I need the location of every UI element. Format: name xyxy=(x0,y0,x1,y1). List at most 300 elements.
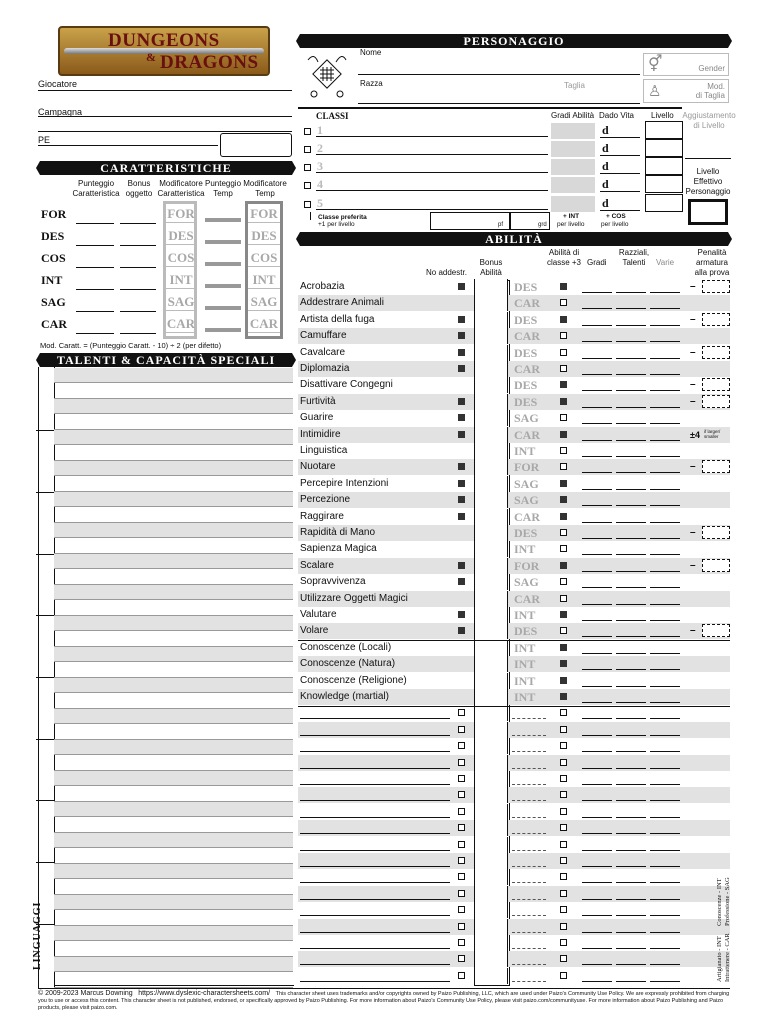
skill-row[interactable] xyxy=(298,787,730,803)
stat-temp-field[interactable] xyxy=(205,306,241,310)
skill-row[interactable] xyxy=(298,771,730,787)
talent-row[interactable] xyxy=(54,399,293,414)
custom-skill-name[interactable] xyxy=(300,833,450,834)
gender-box[interactable] xyxy=(643,53,729,76)
class-dado-field[interactable] xyxy=(600,137,640,138)
skill-varie-field[interactable] xyxy=(650,554,680,555)
skill-varie-field[interactable] xyxy=(650,390,680,391)
skill-bonus-field[interactable] xyxy=(474,279,508,295)
skill-razziali-field[interactable] xyxy=(616,768,646,769)
skill-varie-field[interactable] xyxy=(650,440,680,441)
skill-bonus-field[interactable] xyxy=(474,427,508,443)
skill-bonus-field[interactable] xyxy=(474,951,508,967)
skill-varie-field[interactable] xyxy=(650,751,680,752)
skill-varie-field[interactable] xyxy=(650,456,680,457)
untrained-checkbox[interactable] xyxy=(458,873,465,880)
skill-razziali-field[interactable] xyxy=(616,407,646,408)
skill-row[interactable] xyxy=(298,443,730,459)
class-skill-checkbox[interactable] xyxy=(560,529,567,536)
stat-bonus-field[interactable] xyxy=(120,245,156,246)
skill-razziali-field[interactable] xyxy=(616,587,646,588)
class-name-field[interactable] xyxy=(316,154,548,155)
skill-bonus-field[interactable] xyxy=(474,820,508,836)
skill-bonus-field[interactable] xyxy=(474,607,508,623)
skill-ability-field[interactable] xyxy=(512,751,546,752)
class-skill-checkbox[interactable] xyxy=(560,890,567,897)
skill-razziali-field[interactable] xyxy=(616,866,646,867)
untrained-checkbox[interactable] xyxy=(458,906,465,913)
stat-score-field[interactable] xyxy=(76,333,114,334)
class-dado-field[interactable] xyxy=(600,155,640,156)
skill-razziali-field[interactable] xyxy=(616,423,646,424)
skill-gradi-field[interactable] xyxy=(582,456,612,457)
skill-gradi-field[interactable] xyxy=(582,587,612,588)
skill-bonus-field[interactable] xyxy=(474,623,508,639)
class-dado-field[interactable] xyxy=(600,173,640,174)
talent-row[interactable] xyxy=(54,833,293,848)
skill-razziali-field[interactable] xyxy=(616,554,646,555)
skill-razziali-field[interactable] xyxy=(616,915,646,916)
skill-ability-field[interactable] xyxy=(512,817,546,818)
class-skill-checkbox[interactable] xyxy=(560,923,567,930)
skill-ability-field[interactable] xyxy=(512,850,546,851)
skill-gradi-field[interactable] xyxy=(582,948,612,949)
skill-gradi-field[interactable] xyxy=(582,915,612,916)
skill-gradi-field[interactable] xyxy=(582,882,612,883)
stat-score-field[interactable] xyxy=(76,245,114,246)
skill-gradi-field[interactable] xyxy=(582,308,612,309)
talent-row[interactable] xyxy=(54,647,293,662)
class-checkbox[interactable] xyxy=(304,128,311,135)
skill-ability-field[interactable] xyxy=(512,768,546,769)
skill-gradi-field[interactable] xyxy=(582,325,612,326)
talent-row[interactable] xyxy=(54,539,293,554)
stat-score-field[interactable] xyxy=(76,267,114,268)
untrained-checkbox[interactable] xyxy=(458,791,465,798)
skill-varie-field[interactable] xyxy=(650,620,680,621)
talent-row[interactable] xyxy=(54,601,293,616)
skill-gradi-field[interactable] xyxy=(582,374,612,375)
skill-gradi-field[interactable] xyxy=(582,554,612,555)
class-skill-checkbox[interactable] xyxy=(560,513,567,520)
class-skill-checkbox[interactable] xyxy=(560,972,567,979)
skill-gradi-field[interactable] xyxy=(582,571,612,572)
skill-gradi-field[interactable] xyxy=(582,850,612,851)
skill-gradi-field[interactable] xyxy=(582,833,612,834)
class-skill-checkbox[interactable] xyxy=(560,283,567,290)
skill-gradi-field[interactable] xyxy=(582,538,612,539)
talent-row[interactable] xyxy=(54,911,293,926)
mod-taglia-box[interactable] xyxy=(643,79,729,103)
talent-row[interactable] xyxy=(54,477,293,492)
stat-bonus-field[interactable] xyxy=(120,223,156,224)
talent-row[interactable] xyxy=(54,864,293,879)
class-livello-field[interactable] xyxy=(645,175,683,193)
untrained-checkbox[interactable] xyxy=(458,726,465,733)
skill-row[interactable] xyxy=(298,705,730,721)
talent-row[interactable] xyxy=(54,709,293,724)
skill-varie-field[interactable] xyxy=(650,669,680,670)
skill-row[interactable] xyxy=(298,919,730,935)
skill-bonus-field[interactable] xyxy=(474,525,508,541)
class-skill-checkbox[interactable] xyxy=(560,841,567,848)
talent-row[interactable] xyxy=(54,554,293,569)
class-checkbox[interactable] xyxy=(304,182,311,189)
skill-razziali-field[interactable] xyxy=(616,882,646,883)
skill-row[interactable] xyxy=(298,935,730,951)
skill-bonus-field[interactable] xyxy=(474,689,508,705)
skill-gradi-field[interactable] xyxy=(582,800,612,801)
talent-row[interactable] xyxy=(54,508,293,523)
talent-row[interactable] xyxy=(54,616,293,631)
skill-razziali-field[interactable] xyxy=(616,538,646,539)
skill-gradi-field[interactable] xyxy=(582,817,612,818)
skill-razziali-field[interactable] xyxy=(616,505,646,506)
skill-gradi-field[interactable] xyxy=(582,784,612,785)
untrained-checkbox[interactable] xyxy=(458,824,465,831)
skill-row[interactable] xyxy=(298,755,730,771)
skill-varie-field[interactable] xyxy=(650,817,680,818)
skill-ability-field[interactable] xyxy=(512,866,546,867)
skill-varie-field[interactable] xyxy=(650,423,680,424)
talent-row[interactable] xyxy=(54,523,293,538)
skill-bonus-field[interactable] xyxy=(474,738,508,754)
custom-skill-name[interactable] xyxy=(300,899,450,900)
class-livello-field[interactable] xyxy=(645,121,683,139)
skill-razziali-field[interactable] xyxy=(616,964,646,965)
skill-ability-field[interactable] xyxy=(512,915,546,916)
skill-row[interactable] xyxy=(298,886,730,902)
razza-field[interactable] xyxy=(358,103,640,104)
skill-gradi-field[interactable] xyxy=(582,751,612,752)
class-skill-checkbox[interactable] xyxy=(560,545,567,552)
custom-skill-name[interactable] xyxy=(300,915,450,916)
skill-ability-field[interactable] xyxy=(512,718,546,719)
skill-row[interactable] xyxy=(298,722,730,738)
penalty-box[interactable] xyxy=(702,395,730,408)
skill-varie-field[interactable] xyxy=(650,850,680,851)
skill-ability-field[interactable] xyxy=(512,800,546,801)
class-skill-checkbox[interactable] xyxy=(560,381,567,388)
skill-row[interactable] xyxy=(298,410,730,426)
skill-bonus-field[interactable] xyxy=(474,804,508,820)
class-gradi-field[interactable] xyxy=(551,141,595,157)
nome-field[interactable] xyxy=(358,74,640,75)
skill-varie-field[interactable] xyxy=(650,308,680,309)
skill-varie-field[interactable] xyxy=(650,768,680,769)
class-skill-checkbox[interactable] xyxy=(560,693,567,700)
skill-razziali-field[interactable] xyxy=(616,636,646,637)
penalty-box[interactable] xyxy=(702,624,730,637)
skill-gradi-field[interactable] xyxy=(582,341,612,342)
custom-skill-name[interactable] xyxy=(300,981,450,982)
skill-bonus-field[interactable] xyxy=(474,640,508,656)
class-skill-checkbox[interactable] xyxy=(560,677,567,684)
skill-bonus-field[interactable] xyxy=(474,574,508,590)
skill-razziali-field[interactable] xyxy=(616,489,646,490)
skill-varie-field[interactable] xyxy=(650,636,680,637)
skill-bonus-field[interactable] xyxy=(474,705,508,721)
skill-razziali-field[interactable] xyxy=(616,751,646,752)
class-skill-checkbox[interactable] xyxy=(560,660,567,667)
skill-razziali-field[interactable] xyxy=(616,358,646,359)
skill-gradi-field[interactable] xyxy=(582,964,612,965)
class-skill-checkbox[interactable] xyxy=(560,349,567,356)
skill-razziali-field[interactable] xyxy=(616,440,646,441)
talent-row[interactable] xyxy=(54,430,293,445)
skill-bonus-field[interactable] xyxy=(474,853,508,869)
skill-row[interactable] xyxy=(298,509,730,525)
skill-gradi-field[interactable] xyxy=(582,981,612,982)
class-skill-checkbox[interactable] xyxy=(560,709,567,716)
class-skill-checkbox[interactable] xyxy=(560,742,567,749)
penalty-box[interactable] xyxy=(702,280,730,293)
skill-bonus-field[interactable] xyxy=(474,558,508,574)
class-skill-checkbox[interactable] xyxy=(560,299,567,306)
custom-skill-name[interactable] xyxy=(300,964,450,965)
skill-gradi-field[interactable] xyxy=(582,866,612,867)
stat-temp-field[interactable] xyxy=(205,218,241,222)
class-skill-checkbox[interactable] xyxy=(560,496,567,503)
skill-varie-field[interactable] xyxy=(650,292,680,293)
class-skill-checkbox[interactable] xyxy=(560,578,567,585)
skill-ability-field[interactable] xyxy=(512,784,546,785)
skill-gradi-field[interactable] xyxy=(582,604,612,605)
class-skill-checkbox[interactable] xyxy=(560,939,567,946)
skill-row[interactable] xyxy=(298,394,730,410)
livello-eff-box[interactable] xyxy=(688,199,728,225)
skill-row[interactable] xyxy=(298,673,730,689)
talent-row[interactable] xyxy=(54,446,293,461)
stat-score-field[interactable] xyxy=(76,311,114,312)
skill-bonus-field[interactable] xyxy=(474,886,508,902)
skill-razziali-field[interactable] xyxy=(616,292,646,293)
talent-row[interactable] xyxy=(54,849,293,864)
footer-url[interactable]: https://www.dyslexic-charactersheets.com/ xyxy=(138,990,271,997)
skill-row[interactable] xyxy=(298,525,730,541)
skill-bonus-field[interactable] xyxy=(474,787,508,803)
skill-ability-field[interactable] xyxy=(512,981,546,982)
skill-varie-field[interactable] xyxy=(650,718,680,719)
untrained-checkbox[interactable] xyxy=(458,709,465,716)
skill-row[interactable] xyxy=(298,902,730,918)
skill-row[interactable] xyxy=(298,837,730,853)
custom-skill-name[interactable] xyxy=(300,866,450,867)
class-skill-checkbox[interactable] xyxy=(560,808,567,815)
talent-row[interactable] xyxy=(54,880,293,895)
class-checkbox[interactable] xyxy=(304,201,311,208)
skill-razziali-field[interactable] xyxy=(616,686,646,687)
skill-razziali-field[interactable] xyxy=(616,522,646,523)
skill-razziali-field[interactable] xyxy=(616,702,646,703)
skill-row[interactable] xyxy=(298,853,730,869)
skill-ability-field[interactable] xyxy=(512,833,546,834)
custom-skill-name[interactable] xyxy=(300,718,450,719)
custom-skill-name[interactable] xyxy=(300,932,450,933)
skill-gradi-field[interactable] xyxy=(582,686,612,687)
skill-varie-field[interactable] xyxy=(650,407,680,408)
untrained-checkbox[interactable] xyxy=(458,841,465,848)
class-checkbox[interactable] xyxy=(304,146,311,153)
skill-razziali-field[interactable] xyxy=(616,374,646,375)
skill-gradi-field[interactable] xyxy=(582,620,612,621)
skill-varie-field[interactable] xyxy=(650,948,680,949)
skill-row[interactable] xyxy=(298,820,730,836)
skill-varie-field[interactable] xyxy=(650,932,680,933)
class-name-field[interactable] xyxy=(316,136,548,137)
stat-bonus-field[interactable] xyxy=(120,267,156,268)
class-skill-checkbox[interactable] xyxy=(560,480,567,487)
skill-razziali-field[interactable] xyxy=(616,735,646,736)
penalty-box[interactable] xyxy=(702,559,730,572)
skill-razziali-field[interactable] xyxy=(616,604,646,605)
class-livello-field[interactable] xyxy=(645,194,683,212)
class-gradi-field[interactable] xyxy=(551,196,595,212)
skill-ability-field[interactable] xyxy=(512,735,546,736)
skill-razziali-field[interactable] xyxy=(616,718,646,719)
skill-varie-field[interactable] xyxy=(650,882,680,883)
class-livello-field[interactable] xyxy=(645,157,683,175)
skill-row[interactable] xyxy=(298,869,730,885)
untrained-checkbox[interactable] xyxy=(458,742,465,749)
class-skill-checkbox[interactable] xyxy=(560,316,567,323)
skill-row[interactable] xyxy=(298,328,730,344)
class-name-field[interactable] xyxy=(316,209,548,210)
skill-gradi-field[interactable] xyxy=(582,489,612,490)
skill-varie-field[interactable] xyxy=(650,587,680,588)
pe-field[interactable] xyxy=(220,133,292,157)
skill-bonus-field[interactable] xyxy=(474,755,508,771)
skill-varie-field[interactable] xyxy=(650,899,680,900)
skill-razziali-field[interactable] xyxy=(616,784,646,785)
skill-row[interactable] xyxy=(298,968,730,984)
skill-row[interactable] xyxy=(298,427,730,443)
skill-bonus-field[interactable] xyxy=(474,410,508,426)
skill-varie-field[interactable] xyxy=(650,571,680,572)
skill-gradi-field[interactable] xyxy=(582,735,612,736)
untrained-checkbox[interactable] xyxy=(458,972,465,979)
custom-skill-name[interactable] xyxy=(300,800,450,801)
skill-varie-field[interactable] xyxy=(650,653,680,654)
skill-row[interactable] xyxy=(298,607,730,623)
skill-gradi-field[interactable] xyxy=(582,636,612,637)
talent-row[interactable] xyxy=(54,585,293,600)
skill-razziali-field[interactable] xyxy=(616,833,646,834)
untrained-checkbox[interactable] xyxy=(458,939,465,946)
skill-gradi-field[interactable] xyxy=(582,358,612,359)
skill-row[interactable] xyxy=(298,295,730,311)
skill-gradi-field[interactable] xyxy=(582,423,612,424)
skill-varie-field[interactable] xyxy=(650,800,680,801)
class-gradi-field[interactable] xyxy=(551,159,595,175)
skill-razziali-field[interactable] xyxy=(616,981,646,982)
penalty-box[interactable] xyxy=(702,378,730,391)
custom-skill-name[interactable] xyxy=(300,817,450,818)
skill-bonus-field[interactable] xyxy=(474,541,508,557)
class-skill-checkbox[interactable] xyxy=(560,332,567,339)
skill-bonus-field[interactable] xyxy=(474,722,508,738)
custom-skill-name[interactable] xyxy=(300,735,450,736)
talent-row[interactable] xyxy=(54,368,293,383)
skill-gradi-field[interactable] xyxy=(582,522,612,523)
untrained-checkbox[interactable] xyxy=(458,808,465,815)
talent-row[interactable] xyxy=(54,461,293,476)
talent-row[interactable] xyxy=(54,570,293,585)
custom-skill-name[interactable] xyxy=(300,751,450,752)
skill-gradi-field[interactable] xyxy=(582,718,612,719)
class-dado-field[interactable] xyxy=(600,191,640,192)
skill-varie-field[interactable] xyxy=(650,472,680,473)
talent-row[interactable] xyxy=(54,895,293,910)
skill-ability-field[interactable] xyxy=(512,964,546,965)
skill-bonus-field[interactable] xyxy=(474,591,508,607)
skill-razziali-field[interactable] xyxy=(616,669,646,670)
talent-row[interactable] xyxy=(54,771,293,786)
skill-varie-field[interactable] xyxy=(650,866,680,867)
skill-row[interactable] xyxy=(298,476,730,492)
stat-temp-field[interactable] xyxy=(205,240,241,244)
skill-gradi-field[interactable] xyxy=(582,472,612,473)
class-skill-checkbox[interactable] xyxy=(560,873,567,880)
talent-row[interactable] xyxy=(54,787,293,802)
skill-bonus-field[interactable] xyxy=(474,361,508,377)
skill-bonus-field[interactable] xyxy=(474,837,508,853)
skill-bonus-field[interactable] xyxy=(474,509,508,525)
skill-ability-field[interactable] xyxy=(512,948,546,949)
skill-gradi-field[interactable] xyxy=(582,932,612,933)
class-skill-checkbox[interactable] xyxy=(560,414,567,421)
skill-razziali-field[interactable] xyxy=(616,472,646,473)
skill-row[interactable] xyxy=(298,345,730,361)
skill-varie-field[interactable] xyxy=(650,374,680,375)
talent-row[interactable] xyxy=(54,632,293,647)
skill-varie-field[interactable] xyxy=(650,325,680,326)
skill-razziali-field[interactable] xyxy=(616,456,646,457)
skill-razziali-field[interactable] xyxy=(616,850,646,851)
skill-ability-field[interactable] xyxy=(512,899,546,900)
skill-bonus-field[interactable] xyxy=(474,902,508,918)
skill-varie-field[interactable] xyxy=(650,358,680,359)
skill-row[interactable] xyxy=(298,640,730,656)
skill-bonus-field[interactable] xyxy=(474,459,508,475)
skill-gradi-field[interactable] xyxy=(582,505,612,506)
skill-bonus-field[interactable] xyxy=(474,935,508,951)
skill-gradi-field[interactable] xyxy=(582,653,612,654)
skill-row[interactable] xyxy=(298,623,730,639)
stat-bonus-field[interactable] xyxy=(120,289,156,290)
skill-bonus-field[interactable] xyxy=(474,328,508,344)
skill-bonus-field[interactable] xyxy=(474,345,508,361)
untrained-checkbox[interactable] xyxy=(458,857,465,864)
skill-razziali-field[interactable] xyxy=(616,817,646,818)
skill-gradi-field[interactable] xyxy=(582,390,612,391)
skill-bonus-field[interactable] xyxy=(474,476,508,492)
untrained-checkbox[interactable] xyxy=(458,759,465,766)
class-skill-checkbox[interactable] xyxy=(560,857,567,864)
custom-skill-name[interactable] xyxy=(300,882,450,883)
custom-skill-name[interactable] xyxy=(300,850,450,851)
skill-row[interactable] xyxy=(298,574,730,590)
skill-razziali-field[interactable] xyxy=(616,948,646,949)
talent-row[interactable] xyxy=(54,678,293,693)
untrained-checkbox[interactable] xyxy=(458,923,465,930)
skill-varie-field[interactable] xyxy=(650,735,680,736)
skill-varie-field[interactable] xyxy=(650,538,680,539)
skill-row[interactable] xyxy=(298,279,730,295)
class-skill-checkbox[interactable] xyxy=(560,447,567,454)
skill-ability-field[interactable] xyxy=(512,882,546,883)
stat-temp-field[interactable] xyxy=(205,284,241,288)
